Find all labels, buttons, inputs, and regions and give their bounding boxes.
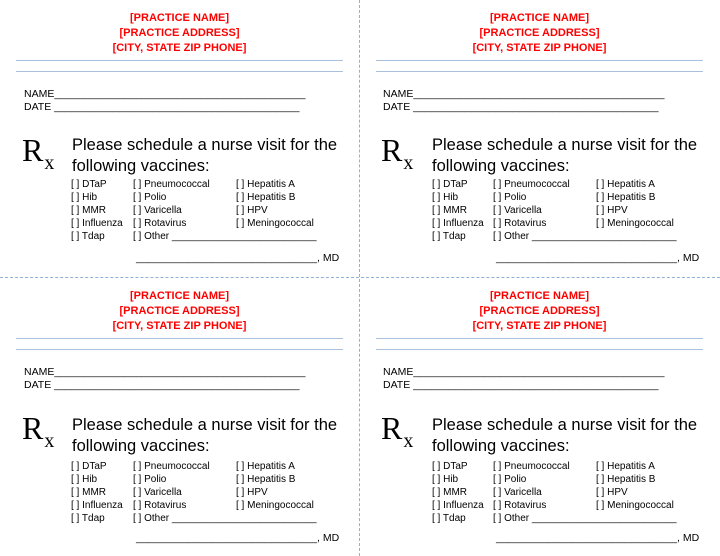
vaccine-checkbox-pneumococcal[interactable]: [ ] Pneumococcal xyxy=(133,461,210,472)
vaccine-checkbox-influenza[interactable]: [ ] Influenza xyxy=(71,500,123,511)
vaccine-checkbox-dtap[interactable]: [ ] DTaP xyxy=(71,461,107,472)
practice-name: [PRACTICE NAME] xyxy=(130,290,229,302)
rx-subscript: x xyxy=(44,152,55,174)
vaccine-checkbox-hepatitis-b[interactable]: [ ] Hepatitis B xyxy=(236,192,296,203)
vaccine-checkbox-polio[interactable]: [ ] Polio xyxy=(133,192,167,203)
vaccine-checkbox-influenza[interactable]: [ ] Influenza xyxy=(432,500,484,511)
vaccine-checkbox-hepatitis-a[interactable]: [ ] Hepatitis A xyxy=(596,179,655,190)
message-line-1: Please schedule a nurse visit for the xyxy=(72,416,338,434)
practice-city-phone: [CITY, STATE ZIP PHONE] xyxy=(472,320,607,332)
practice-name: [PRACTICE NAME] xyxy=(130,12,229,24)
vaccine-checkbox-hepatitis-a[interactable]: [ ] Hepatitis A xyxy=(236,461,295,472)
prescription-card-top-right xyxy=(360,0,719,277)
prescription-card-bottom-right xyxy=(360,278,719,555)
vaccine-checkbox-rotavirus[interactable]: [ ] Rotavirus xyxy=(133,218,187,229)
vaccine-checkbox-hib[interactable]: [ ] Hib xyxy=(432,192,459,203)
vaccine-column-1 xyxy=(71,178,123,243)
practice-name: [PRACTICE NAME] xyxy=(490,290,589,302)
vaccine-checkbox-hpv[interactable]: [ ] HPV xyxy=(236,487,268,498)
date-field[interactable]: DATE __________________________________________ xyxy=(383,379,659,391)
prescription-card-bottom-left xyxy=(0,278,359,555)
message-line-2: following vaccines: xyxy=(72,157,210,175)
message-line-2: following vaccines: xyxy=(432,437,570,455)
vaccine-checkbox-varicella[interactable]: [ ] Varicella xyxy=(493,205,542,216)
header-rule-bottom xyxy=(376,349,703,350)
vaccine-column-3 xyxy=(596,178,674,230)
name-field[interactable]: NAME___________________________________________ xyxy=(383,88,665,100)
vaccine-checkbox-hib[interactable]: [ ] Hib xyxy=(71,474,98,485)
vaccine-checkbox-pneumococcal[interactable]: [ ] Pneumococcal xyxy=(493,179,570,190)
physician-signature-line[interactable]: _______________________________, MD xyxy=(496,252,700,264)
vaccine-checkbox-dtap[interactable]: [ ] DTaP xyxy=(71,179,107,190)
practice-address: [PRACTICE ADDRESS] xyxy=(479,305,600,317)
vaccine-checkbox-meningococcal[interactable]: [ ] Meningococcal xyxy=(236,500,314,511)
rx-symbol xyxy=(381,132,414,174)
prescription-card-top-left xyxy=(0,0,359,277)
vaccine-checkbox-influenza[interactable]: [ ] Influenza xyxy=(432,218,484,229)
vaccine-checkbox-hpv[interactable]: [ ] HPV xyxy=(236,205,268,216)
rx-symbol xyxy=(381,410,414,452)
vaccine-checkbox-rotavirus[interactable]: [ ] Rotavirus xyxy=(493,218,547,229)
rx-symbol xyxy=(22,132,55,174)
message-line-2: following vaccines: xyxy=(72,437,210,455)
date-field[interactable]: DATE __________________________________________ xyxy=(383,101,659,113)
physician-signature-line[interactable]: _______________________________, MD xyxy=(136,252,340,264)
vaccine-checkbox-hepatitis-a[interactable]: [ ] Hepatitis A xyxy=(236,179,295,190)
vaccine-checkbox-polio[interactable]: [ ] Polio xyxy=(133,474,167,485)
vaccine-checkbox-tdap[interactable]: [ ] Tdap xyxy=(71,513,105,524)
rx-letter: R xyxy=(381,410,403,446)
vaccine-column-3 xyxy=(596,460,674,512)
date-field[interactable]: DATE __________________________________________ xyxy=(24,379,300,391)
vaccine-checkbox-meningococcal[interactable]: [ ] Meningococcal xyxy=(236,218,314,229)
vaccine-checkbox-pneumococcal[interactable]: [ ] Pneumococcal xyxy=(493,461,570,472)
practice-city-phone: [CITY, STATE ZIP PHONE] xyxy=(112,320,247,332)
vaccine-checkbox-polio[interactable]: [ ] Polio xyxy=(493,192,527,203)
rx-subscript: x xyxy=(403,152,414,174)
vaccine-checkbox-hepatitis-b[interactable]: [ ] Hepatitis B xyxy=(236,474,296,485)
message-line-1: Please schedule a nurse visit for the xyxy=(432,136,698,154)
rx-subscript: x xyxy=(403,430,414,452)
header-rule-top xyxy=(16,60,343,61)
vaccine-checkbox-varicella[interactable]: [ ] Varicella xyxy=(133,487,182,498)
rx-letter: R xyxy=(381,132,403,168)
header-rule-bottom xyxy=(16,71,343,72)
header-rule-top xyxy=(376,60,703,61)
vaccine-checkbox-other[interactable]: [ ] Other __________________________ xyxy=(133,513,317,524)
practice-city-phone: [CITY, STATE ZIP PHONE] xyxy=(112,42,247,54)
practice-address: [PRACTICE ADDRESS] xyxy=(479,27,600,39)
rx-letter: R xyxy=(22,410,44,446)
vaccine-checkbox-influenza[interactable]: [ ] Influenza xyxy=(71,218,123,229)
name-field[interactable]: NAME___________________________________________ xyxy=(24,88,306,100)
vaccine-checkbox-meningococcal[interactable]: [ ] Meningococcal xyxy=(596,500,674,511)
vaccine-checkbox-mmr[interactable]: [ ] MMR xyxy=(71,205,106,216)
vaccine-checkbox-polio[interactable]: [ ] Polio xyxy=(493,474,527,485)
header-rule-bottom xyxy=(376,71,703,72)
vaccine-checkbox-rotavirus[interactable]: [ ] Rotavirus xyxy=(493,500,547,511)
vaccine-checkbox-varicella[interactable]: [ ] Varicella xyxy=(133,205,182,216)
header-rule-top xyxy=(376,338,703,339)
physician-signature-line[interactable]: _______________________________, MD xyxy=(136,532,340,544)
vaccine-checkbox-other[interactable]: [ ] Other __________________________ xyxy=(493,231,677,242)
message-line-1: Please schedule a nurse visit for the xyxy=(72,136,338,154)
vaccine-checkbox-rotavirus[interactable]: [ ] Rotavirus xyxy=(133,500,187,511)
vaccine-checkbox-tdap[interactable]: [ ] Tdap xyxy=(432,513,466,524)
message-line-1: Please schedule a nurse visit for the xyxy=(432,416,698,434)
vaccine-checkbox-dtap[interactable]: [ ] DTaP xyxy=(432,461,468,472)
rx-subscript: x xyxy=(44,430,55,452)
vaccine-checkbox-other[interactable]: [ ] Other __________________________ xyxy=(493,513,677,524)
vaccine-column-1 xyxy=(432,178,484,243)
physician-signature-line[interactable]: _______________________________, MD xyxy=(496,532,700,544)
practice-name: [PRACTICE NAME] xyxy=(490,12,589,24)
rx-symbol xyxy=(22,410,55,452)
date-field[interactable]: DATE __________________________________________ xyxy=(24,101,300,113)
vaccine-column-1 xyxy=(432,460,484,525)
vaccine-column-3 xyxy=(236,460,314,512)
vaccine-checkbox-mmr[interactable]: [ ] MMR xyxy=(71,487,106,498)
vaccine-checkbox-hepatitis-b[interactable]: [ ] Hepatitis B xyxy=(596,192,656,203)
vaccine-checkbox-tdap[interactable]: [ ] Tdap xyxy=(71,231,105,242)
vaccine-checkbox-hib[interactable]: [ ] Hib xyxy=(71,192,98,203)
vaccine-checkbox-meningococcal[interactable]: [ ] Meningococcal xyxy=(596,218,674,229)
vaccine-checkbox-varicella[interactable]: [ ] Varicella xyxy=(493,487,542,498)
name-field[interactable]: NAME___________________________________________ xyxy=(383,366,665,378)
vaccine-checkbox-mmr[interactable]: [ ] MMR xyxy=(432,205,467,216)
vaccine-checkbox-hepatitis-a[interactable]: [ ] Hepatitis A xyxy=(596,461,655,472)
vaccine-checkbox-pneumococcal[interactable]: [ ] Pneumococcal xyxy=(133,179,210,190)
vaccine-checkbox-hepatitis-b[interactable]: [ ] Hepatitis B xyxy=(596,474,656,485)
practice-city-phone: [CITY, STATE ZIP PHONE] xyxy=(472,42,607,54)
vaccine-checkbox-dtap[interactable]: [ ] DTaP xyxy=(432,179,468,190)
vaccine-checkbox-tdap[interactable]: [ ] Tdap xyxy=(432,231,466,242)
name-field[interactable]: NAME___________________________________________ xyxy=(24,366,306,378)
vaccine-checkbox-hib[interactable]: [ ] Hib xyxy=(432,474,459,485)
vaccine-checkbox-hpv[interactable]: [ ] HPV xyxy=(596,487,628,498)
header-rule-bottom xyxy=(16,349,343,350)
header-rule-top xyxy=(16,338,343,339)
practice-address: [PRACTICE ADDRESS] xyxy=(119,305,240,317)
message-line-2: following vaccines: xyxy=(432,157,570,175)
rx-letter: R xyxy=(22,132,44,168)
vaccine-column-1 xyxy=(71,460,123,525)
vaccine-checkbox-hpv[interactable]: [ ] HPV xyxy=(596,205,628,216)
practice-address: [PRACTICE ADDRESS] xyxy=(119,27,240,39)
vaccine-checkbox-mmr[interactable]: [ ] MMR xyxy=(432,487,467,498)
vaccine-checkbox-other[interactable]: [ ] Other __________________________ xyxy=(133,231,317,242)
vaccine-column-3 xyxy=(236,178,314,230)
